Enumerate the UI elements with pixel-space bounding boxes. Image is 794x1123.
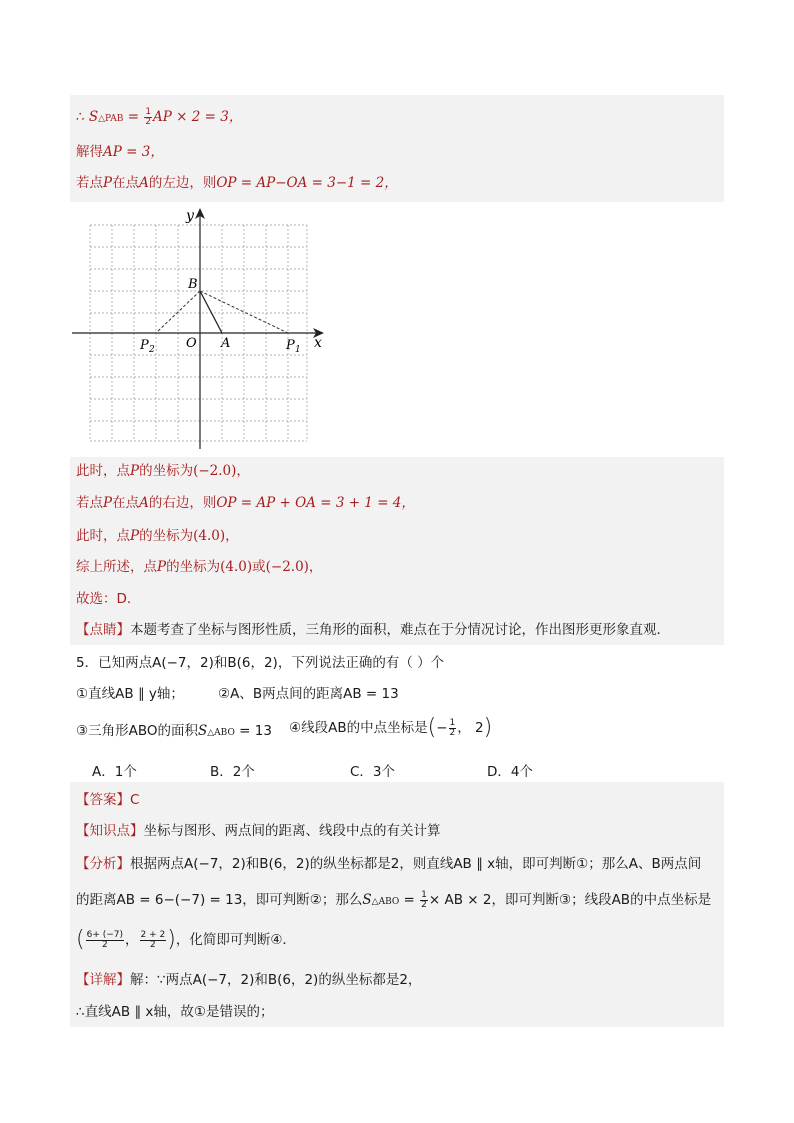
point-p1-sub: 1 (295, 345, 301, 355)
point-p1-label: P (286, 338, 295, 353)
answer-line: 【答案】C (76, 792, 140, 808)
right-case-line: 若点P在点A的右边，则OP = AP + OA = 3 + 1 = 4， (76, 495, 415, 511)
solve-line: 解得AP = 3， (76, 144, 164, 160)
origin-label: O (186, 336, 197, 351)
option-c[interactable]: C．3个 (350, 764, 396, 780)
statement-3: ③三角形ABO的面积S△ABO = 13 (76, 723, 272, 739)
right-coord-line: 此时，点P的坐标为(4.0)， (76, 528, 239, 544)
area-line: ∴ S△PAB = $\frac{1}{2}$ AP × 2 = 3， (76, 106, 243, 127)
summary-line: 综上所述，点P的坐标为(4.0)或(−2.0)， (76, 559, 323, 575)
detail-line-2: ∴直线AB ∥ x轴，故①是错误的； (76, 1004, 274, 1020)
option-d[interactable]: D．4个 (487, 764, 533, 780)
analysis-line-2: 的距离AB = 6−(−7) = 13，即可判断②；那么S△ABO = $\frac{1}{2}$ × AB × 2，即可判断③；线段AB的中点坐标是 (76, 889, 712, 910)
statement-1: ①直线AB ∥ y轴； (76, 686, 184, 702)
choice-line: 故选：D． (76, 591, 141, 607)
point-p2-label: P (140, 338, 149, 353)
comment-text: 本题考查了坐标与图形性质，三角形的面积，难点在于分情况讨论，作出图形更形象直观． (130, 622, 670, 638)
knowledge-line: 【知识点】坐标与图形、两点间的距离、线段中点的有关计算 (76, 823, 441, 839)
point-a-label: A (221, 336, 231, 351)
question-5-stem: 5．已知两点A(−7，2)和B(6，2)，下列说法正确的有（ ）个 (76, 655, 445, 671)
y-axis-label: y (186, 208, 194, 224)
comment-line (76, 620, 670, 640)
left-case-line: 若点P在点A的左边，则OP = AP−OA = 3−1 = 2， (76, 175, 398, 191)
detail-line-1: 【详解】解：∵两点A(−7，2)和B(6，2)的纵坐标都是2， (76, 972, 422, 988)
analysis-line-1: 【分析】根据两点A(−7，2)和B(6，2)的纵坐标都是2，则直线AB ∥ x轴，即可判断①；那么A、B两点间 (76, 856, 702, 872)
x-axis-label: x (314, 335, 322, 351)
fraction-half-analysis: $\frac{1}{2}$ (421, 889, 427, 910)
fraction-half-q5: $\frac{1}{2}$ (449, 717, 456, 738)
answer-value: C (130, 792, 140, 808)
left-coord-line: 此时，点P的坐标为(−2.0)， (76, 463, 250, 479)
coordinate-figure (0, 200, 794, 460)
fraction-half: $\frac{1}{2}$ (145, 106, 152, 127)
midpoint-x-fraction: $\frac{6+ (-7)}{2}$ (86, 929, 124, 950)
statement-2: ②A、B两点间的距离AB = 13 (218, 686, 399, 702)
point-b-label: B (188, 277, 198, 292)
point-p2-sub: 2 (149, 345, 155, 355)
analysis-line-3: ( $\frac{6+ (-7)}{2}$ ， $\frac{2 + 2}{2}$ )，化简即可判断④． (76, 927, 296, 952)
option-b[interactable]: B．2个 (210, 764, 255, 780)
axes (72, 214, 316, 449)
statement-4: ④线段AB的中点坐标是(− $\frac{1}{2}$ ， 2) (289, 715, 493, 740)
option-a[interactable]: A．1个 (92, 764, 137, 780)
solution-block-bottom (70, 457, 724, 645)
midpoint-y-fraction: $\frac{2 + 2}{2}$ (140, 929, 166, 950)
comment-tag: 【点睛】 (76, 622, 130, 638)
